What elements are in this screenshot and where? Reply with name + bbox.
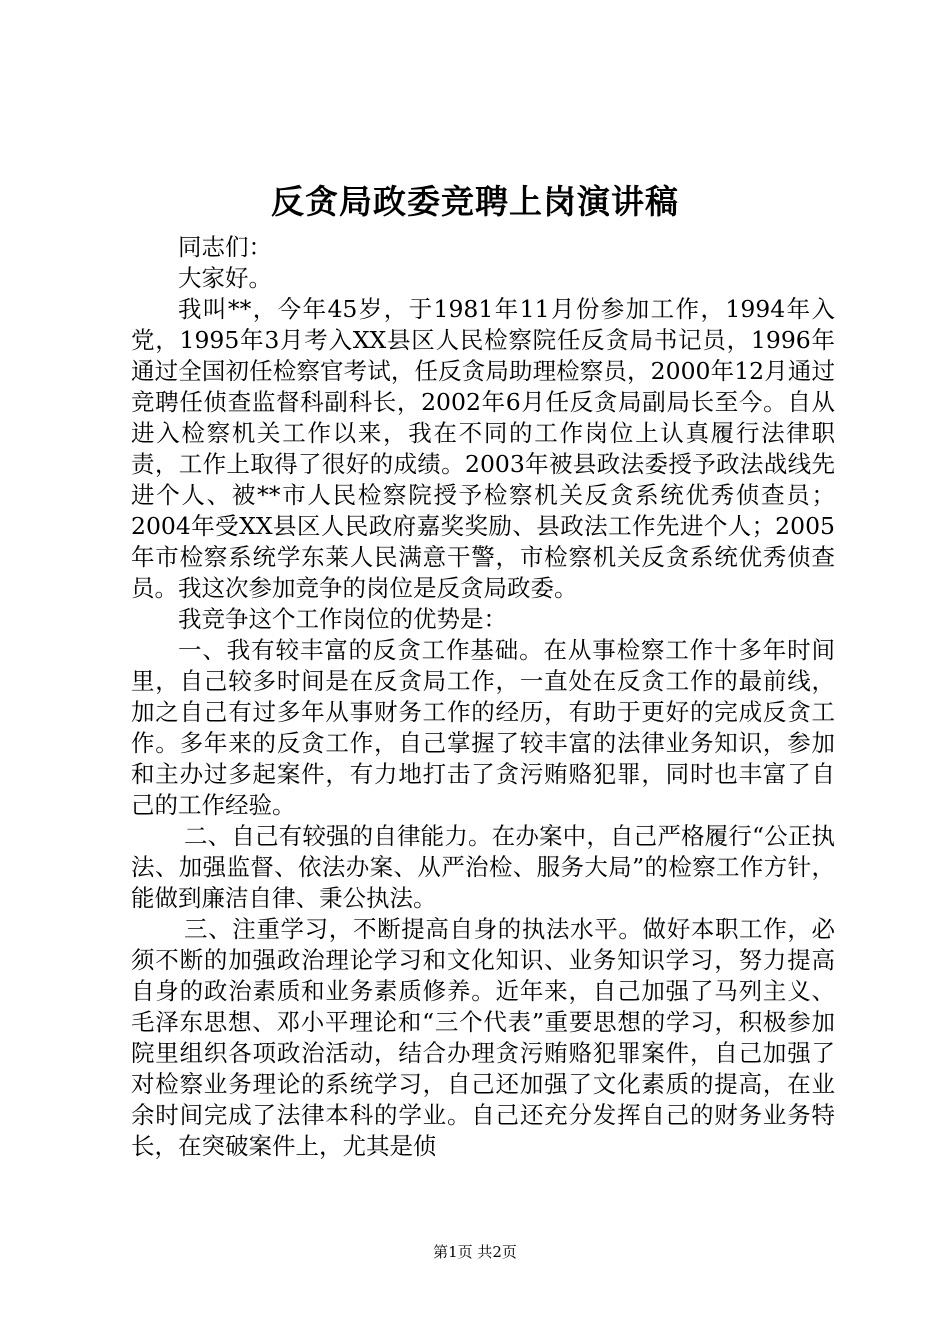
document-body [131,232,835,1162]
advantage-one-paragraph: 一、我有较丰富的反贪工作基础。在从事检察工作十多年时间里，自己较多时间是在反贪局工作，一直处在反贪工作的最前线，加之自己有过多年从事财务工作的经历，有助于更好的完成反贪工作。多年来的反贪工作，自己掌握了较丰富的法律业务知识，参加和主办过多起案件，有力地打击了贪污贿赂犯罪，同时也丰富了自己的工作经验。 [131,636,835,819]
salutation-paragraph: 同志们： [178,233,272,261]
document-title: 反贪局政委竞聘上岗演讲稿 [271,182,679,221]
advantage-two-paragraph: 二、自己有较强的自律能力。在办案中，自己严格履行“公正执法、加强监督、依法办案、从严治检、服务大局”的检察工作方针，能做到廉洁自律、秉公执法。 [131,822,835,912]
greeting-paragraph: 大家好。 [178,264,272,292]
advantages-heading-paragraph: 我竞争这个工作岗位的优势是： [178,605,507,633]
advantage-three-paragraph: 三、注重学习，不断提高自身的执法水平。做好本职工作，必须不断的加强政治理论学习和文化知识、业务知识学习，努力提高自身的政治素质和业务素质修养。近年来，自己加强了马列主义、毛泽东思想、邓小平理论和“三个代表”重要思想的学习，积极参加院里组织各项政治活动，结合办理贪污贿赂犯罪案件，自己加强了对检察业务理论的系统学习，自己还加强了文化素质的提高，在业余时间完成了法律本科的学业。自己还充分发挥自己的财务业务特长，在突破案件上，尤其是侦 [131,915,835,1160]
introduction-paragraph: 我叫**，今年45岁，于1981年11月份参加工作，1994年入党，1995年3月考入XX县区人民检察院任反贪局书记员，1996年通过全国初任检察官考试，任反贪局助理检察员，2000年12月通过竞聘任侦查监督科副科长，2002年6月任反贪局副局长至今。自从进入检察机关工作以来，我在不同的工作岗位上认真履行法律职责，工作上取得了很好的成绩。2003年被县政法委授予政法战线先进个人、被**市人民检察院授予检察机关反贪系统优秀侦查员；2004年受XX县区人民政府嘉奖奖励、县政法工作先进个人；2005年市检察系统学东莱人民满意干警，市检察机关反贪系统优秀侦查员。我这次参加竞争的岗位是反贪局政委。 [131,295,835,602]
page-number-footer: 第1页 共2页 [433,1243,517,1261]
